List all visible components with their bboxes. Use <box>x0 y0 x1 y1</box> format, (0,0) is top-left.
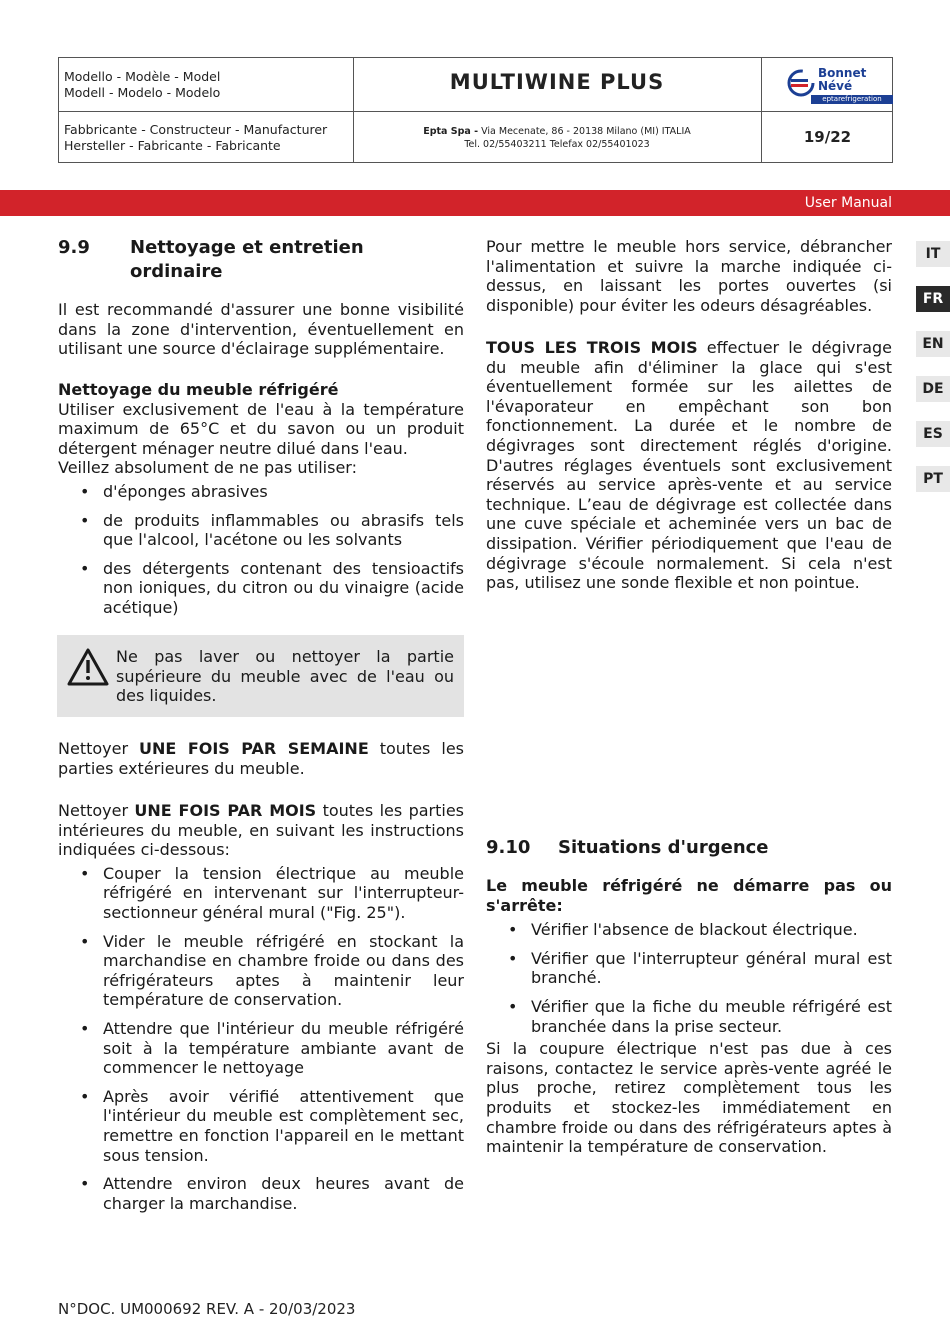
quarterly-paragraph: TOUS LES TROIS MOIS effectuer le dégivrage du meuble afin d'éliminer la glace qui s'est éventuellement formée sur les ailettes de l'évaporateur en empêchant son bon fonctionnement. La durée et le nombre de dégivrages sont directement réglés d'origine. D'autres réglages éventuels sont exclusivement réservés au service après-vente et au service technique. L’eau de dégivrage est collectée dans une cuve spéciale et acheminée vers un bac de dissipation. Vérifier périodiquement que l'eau de dégivrage s'écoule normalement. Si cela n'est pas, utilisez une sonde flexible et non pointue. <box>486 338 893 593</box>
monthly-list <box>58 864 464 1214</box>
list-item: • Attendre environ deux heures avant de charger la marchandise. <box>58 1174 464 1213</box>
lang-tab-de[interactable]: DE <box>916 376 950 402</box>
list-item: • de produits inflammables ou abrasifs tels que l'alcool, l'acétone ou les solvants <box>58 511 464 550</box>
company-info: Epta Spa - Via Mecenate, 86 - 20138 Milano (MI) ITALIA Tel. 02/55403211 Telefax 02/55401023 <box>423 126 691 150</box>
lang-tab-it[interactable]: IT <box>916 241 950 267</box>
out-of-service-paragraph: Pour mettre le meuble hors service, débrancher l'alimentation et suivre la marche indiquée ci-dessus, en laissant les portes ouvertes (si disponible) pour éviter les odeurs désagréables. <box>486 237 892 315</box>
avoid-text: Veillez absolument de ne pas utiliser: <box>58 458 357 478</box>
page-number: 19/22 <box>803 128 852 146</box>
model-title: MULTIWINE PLUS <box>449 70 665 94</box>
cleaning-block <box>58 380 464 627</box>
list-item: • Couper la tension électrique au meuble réfrigéré en intervenant sur l'interrupteur-sectionneur général mural ("Fig. 25"). <box>58 864 464 923</box>
avoid-list <box>58 482 464 618</box>
document-header <box>58 57 893 163</box>
list-item: • des détergents contenant des tensioactifs non ioniques, du citron ou du vinaigre (acide acétique) <box>58 559 464 618</box>
section-band <box>0 190 950 216</box>
list-item: • Vérifier que la fiche du meuble réfrigéré est branchée dans la prise secteur. <box>486 997 892 1036</box>
intro-paragraph: Il est recommandé d'assurer une bonne visibilité dans la zone d'intervention, éventuellement en utilisant une source d'éclairage supplémentaire. <box>58 300 464 359</box>
list-item: • Vérifier que l'interrupteur général mural est branché. <box>486 949 892 988</box>
header-divider <box>761 58 762 162</box>
closing-paragraph: Si la coupure électrique n'est pas due à ces raisons, contactez le service après-vente agréé le plus proche, retirez complètement tous les produits et stockez-les immédiatement en chambre froide ou dans des réfrigérateurs aptes à maintenir la température de conservation. <box>486 1039 892 1157</box>
emergency-block <box>486 876 892 1157</box>
header-divider <box>59 111 892 112</box>
subheading: Nettoyage du meuble réfrigéré <box>58 380 339 399</box>
lang-tab-pt[interactable]: PT <box>916 466 950 492</box>
list-item: • Vérifier l'absence de blackout électrique. <box>486 920 892 940</box>
section-heading: 9.10 Situations d'urgence <box>486 837 769 858</box>
warning-box <box>57 635 464 717</box>
document-footer: N°DOC. UM000692 REV. A - 20/03/2023 <box>58 1300 356 1318</box>
warning-icon <box>66 647 110 687</box>
warning-text: Ne pas laver ou nettoyer la partie supérieure du meuble avec de l'eau ou des liquides. <box>116 647 454 706</box>
list-item: • d'éponges abrasives <box>58 482 464 502</box>
logo-icon <box>786 68 816 98</box>
brand-logo <box>786 66 886 106</box>
list-item: • Après avoir vérifié attentivement que l'intérieur du meuble est complètement sec, remettre en fonction l'appareil en le mettant sous tension. <box>58 1087 464 1165</box>
logo-text: Bonnet Névé <box>818 66 867 93</box>
model-label: Modello - Modèle - Model Modell - Modelo - Modelo <box>64 69 221 100</box>
manufacturer-label: Fabbricante - Constructeur - Manufacturer Hersteller - Fabricante - Fabricante <box>64 122 328 153</box>
weekly-paragraph: Nettoyer UNE FOIS PAR SEMAINE toutes les parties extérieures du meuble. <box>58 739 464 778</box>
band-label: User Manual <box>804 195 892 211</box>
lang-tab-es[interactable]: ES <box>916 421 950 447</box>
list-item: • Attendre que l'intérieur du meuble réfrigéré soit à la température ambiante avant de commencer le nettoyage <box>58 1019 464 1078</box>
monthly-paragraph: Nettoyer UNE FOIS PAR MOIS toutes les parties intérieures du meuble, en suivant les instructions indiquées ci-dessous: <box>58 801 465 860</box>
emergency-list <box>486 920 892 1036</box>
list-item: • Vider le meuble réfrigéré en stockant la marchandise en chambre froide ou dans des réfrigérateurs aptes à maintenir leur température de conservation. <box>58 932 464 1010</box>
logo-subtitle: eptarefrigeration <box>811 95 893 104</box>
cleaning-text: Utiliser exclusivement de l'eau à la température maximum de 65°C et du savon ou un produit détergent ménager neutre dilué dans l'eau. <box>58 399 464 458</box>
subheading: Le meuble réfrigéré ne démarre pas ou s'arrête: <box>486 876 892 915</box>
lang-tab-fr[interactable]: FR <box>916 286 950 312</box>
left-column <box>58 236 464 284</box>
lang-tab-en[interactable]: EN <box>916 331 950 357</box>
monthly-block <box>58 801 464 1222</box>
section-heading: 9.9 Nettoyage et entretien ordinaire <box>58 237 364 282</box>
